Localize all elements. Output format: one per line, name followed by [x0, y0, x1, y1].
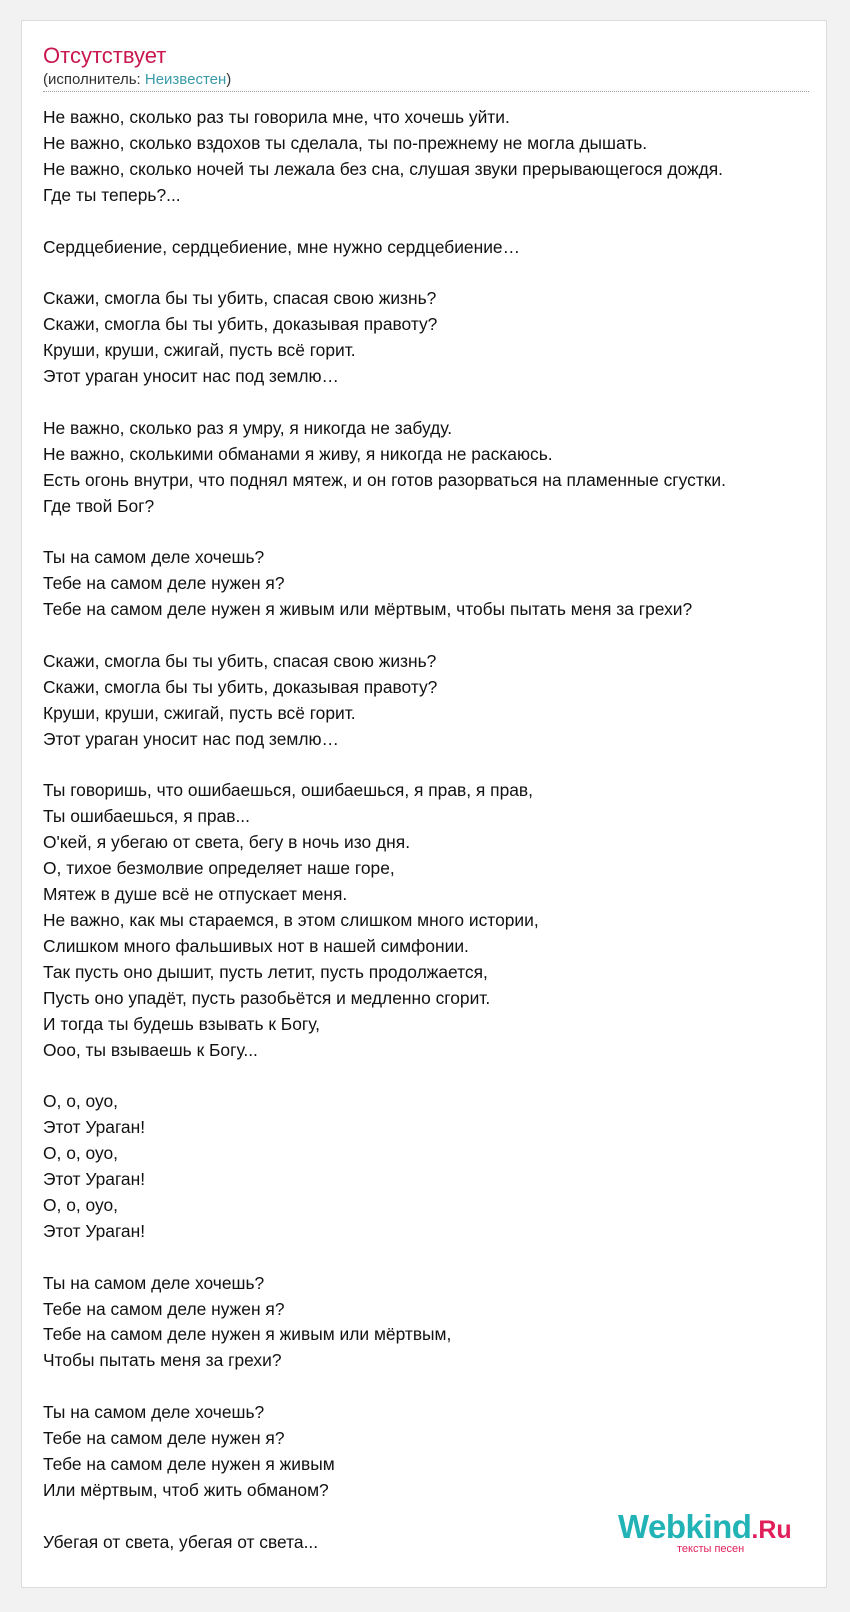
lyrics-line: Слишком много фальшивых нот в нашей симфонии.	[43, 935, 469, 956]
artist-line	[43, 71, 231, 89]
lyrics-line: Тебе на самом деле нужен я?	[43, 573, 285, 594]
lyrics-line: Ты ошибаешься, я прав...	[43, 806, 250, 827]
logo-domain: .Ru	[751, 1516, 792, 1544]
lyrics-line: Есть огонь внутри, что поднял мятеж, и он готов разорваться на пламенные сгустки.	[43, 469, 726, 490]
lyrics-line: Тебе на самом деле нужен я живым или мёртвым, чтобы пытать меня за грехи?	[43, 599, 693, 620]
lyrics-stanza	[43, 778, 833, 1063]
artist-suffix: )	[226, 71, 232, 88]
lyrics-stanza	[43, 416, 833, 520]
lyrics-line: О, о, оуо,	[43, 1194, 118, 1215]
lyrics-line: Круши, круши, сжигай, пусть всё горит.	[43, 702, 356, 723]
lyrics-line: Или мёртвым, чтоб жить обманом?	[43, 1479, 329, 1500]
lyrics-line: О, о, оуо,	[43, 1091, 118, 1112]
lyrics-line: Убегая от света, убегая от света...	[43, 1531, 319, 1552]
lyrics-line: Не важно, сколько раз ты говорила мне, что хочешь уйти.	[43, 107, 510, 127]
lyrics-stanza	[43, 235, 833, 261]
lyrics-line: Тебе на самом деле нужен я?	[43, 1428, 285, 1449]
lyrics-line: О, тихое безмолвие определяет наше горе,	[43, 858, 395, 879]
lyrics-line: Этот Ураган!	[43, 1117, 146, 1138]
lyrics-line: Ооо, ты взываешь к Богу...	[43, 1039, 258, 1060]
lyrics-stanza	[43, 1089, 833, 1244]
lyrics-line: Скажи, смогла бы ты убить, спасая свою жизнь?	[43, 288, 437, 309]
lyrics-line: Ты на самом деле хочешь?	[43, 1272, 265, 1293]
lyrics-stanza	[43, 1271, 833, 1375]
lyrics-line: Этот Ураган!	[43, 1220, 146, 1241]
lyrics-line: Круши, круши, сжигай, пусть всё горит.	[43, 340, 356, 361]
lyrics-line: О, о, оуо,	[43, 1143, 118, 1164]
lyrics-line: Тебе на самом деле нужен я живым	[43, 1453, 335, 1474]
lyrics-line: И тогда ты будешь взывать к Богу,	[43, 1013, 320, 1034]
lyrics-line: Скажи, смогла бы ты убить, спасая свою жизнь?	[43, 650, 437, 671]
lyrics-stanza	[43, 545, 833, 623]
lyrics-line: О'кей, я убегаю от света, бегу в ночь изо дня.	[43, 832, 411, 853]
lyrics-line: Мятеж в душе всё не отпускает меня.	[43, 884, 348, 905]
logo-tagline: тексты песен	[677, 1543, 745, 1555]
lyrics-line: Не важно, сколько вздохов ты сделала, ты по-прежнему не могла дышать.	[43, 132, 648, 153]
lyrics-line: Скажи, смогла бы ты убить, доказывая правоту?	[43, 676, 438, 697]
song-title: Отсутствует	[43, 43, 167, 68]
lyrics-line: Где твой Бог?	[43, 495, 155, 516]
lyrics-stanza	[43, 286, 833, 390]
logo-wordmark: Webkind	[618, 1508, 752, 1545]
lyrics-line: Не важно, сколькими обманами я живу, я никогда не раскаюсь.	[43, 443, 553, 464]
lyrics-stanza	[43, 1400, 833, 1504]
lyrics-line: Ты на самом деле хочешь?	[43, 1402, 265, 1423]
lyrics-line: Так пусть оно дышит, пусть летит, пусть продолжается,	[43, 961, 488, 982]
lyrics-line: Сердцебиение, сердцебиение, мне нужно сердцебиение…	[43, 236, 520, 257]
lyrics-line: Чтобы пытать меня за грехи?	[43, 1350, 282, 1371]
header-divider	[43, 91, 809, 92]
lyrics-card	[21, 20, 827, 1588]
artist-prefix: (исполнитель:	[43, 71, 145, 88]
lyrics-line: Ты на самом деле хочешь?	[43, 547, 265, 568]
lyrics-line: Пусть оно упадёт, пусть разобьётся и медленно сгорит.	[43, 987, 491, 1008]
lyrics-body	[43, 105, 833, 1581]
lyrics-line: Не важно, как мы стараемся, в этом слишком много истории,	[43, 910, 539, 930]
artist-link[interactable]: Неизвестен	[144, 71, 227, 88]
lyrics-line: Тебе на самом деле нужен я живым или мёртвым,	[43, 1324, 452, 1345]
lyrics-line: Этот Ураган!	[43, 1169, 146, 1190]
lyrics-line: Не важно, сколько ночей ты лежала без сна, слушая звуки прерывающегося дождя.	[43, 158, 723, 179]
lyrics-line: Ты говоришь, что ошибаешься, ошибаешься, я прав, я прав,	[43, 780, 533, 801]
lyrics-stanza	[43, 649, 833, 753]
lyrics-line: Тебе на самом деле нужен я?	[43, 1298, 285, 1319]
lyrics-line: Этот ураган уносит нас под землю…	[43, 366, 339, 387]
lyrics-stanza	[43, 105, 833, 209]
lyrics-line: Не важно, сколько раз я умру, я никогда не забуду.	[43, 417, 453, 438]
lyrics-line: Этот ураган уносит нас под землю…	[43, 728, 339, 749]
lyrics-line: Скажи, смогла бы ты убить, доказывая правоту?	[43, 314, 438, 335]
lyrics-line: Где ты теперь?...	[43, 184, 181, 205]
